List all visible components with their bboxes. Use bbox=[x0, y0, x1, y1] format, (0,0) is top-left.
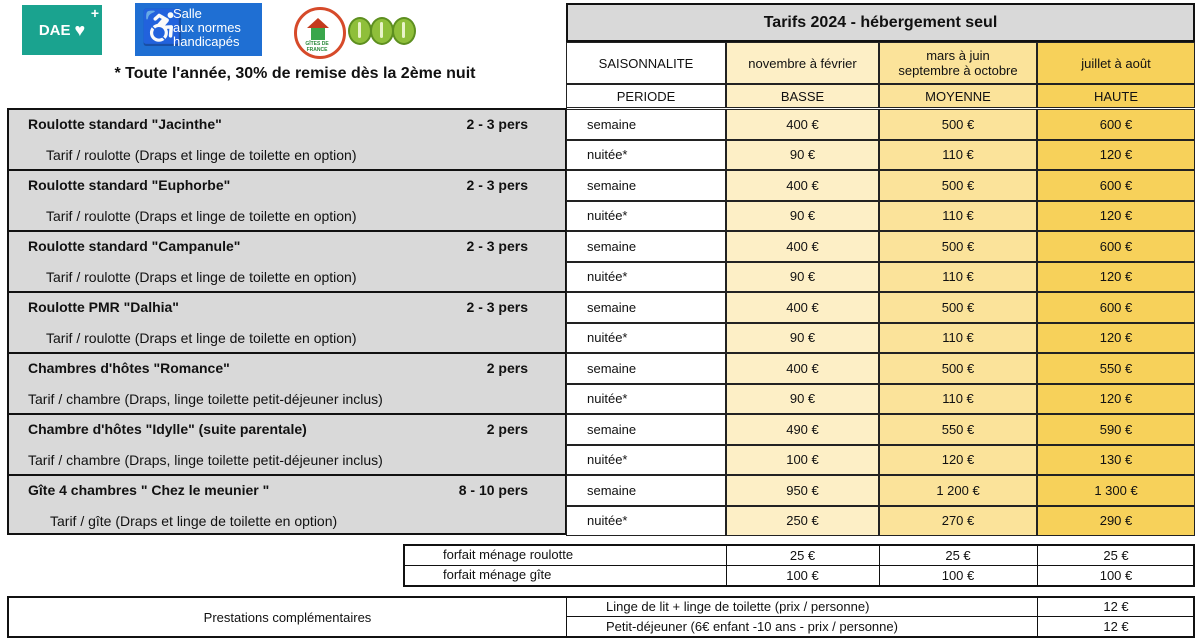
duration-label: nuitée* bbox=[566, 323, 726, 354]
weekly-price: 1 200 € bbox=[879, 475, 1037, 506]
nightly-price: 120 € bbox=[1037, 140, 1195, 171]
duration-label: semaine bbox=[566, 353, 726, 384]
nightly-price: 90 € bbox=[726, 323, 879, 354]
accommodation-name: Gîte 4 chambres " Chez le meunier " bbox=[28, 482, 270, 498]
row-separator bbox=[7, 413, 567, 415]
nightly-price: 110 € bbox=[879, 323, 1037, 354]
heart-icon: ♥ bbox=[74, 19, 86, 40]
promo-text: * Toute l'année, 30% de remise dès la 2ème nuit bbox=[114, 65, 476, 82]
duration-label: nuitée* bbox=[566, 445, 726, 476]
accessibility-logo-text bbox=[173, 7, 241, 49]
dae-logo bbox=[22, 5, 102, 55]
tariff-title: Tarifs 2024 - hébergement seul bbox=[566, 3, 1195, 42]
duration-label: nuitée* bbox=[566, 384, 726, 415]
duration-label: nuitée* bbox=[566, 201, 726, 232]
accommodation-name: Chambre d'hôtes "Idylle" (suite parentale) bbox=[28, 421, 307, 437]
nightly-price: 130 € bbox=[1037, 445, 1195, 476]
weekly-price: 490 € bbox=[726, 414, 879, 445]
accessibility-line-1: Salle bbox=[173, 6, 202, 21]
weekly-price: 500 € bbox=[879, 109, 1037, 140]
row-separator bbox=[7, 230, 567, 232]
weekly-price: 1 300 € bbox=[1037, 475, 1195, 506]
cleaning-fee-price: 100 € bbox=[786, 568, 819, 583]
extra-service-label: Linge de lit + linge de toilette (prix / personne) bbox=[606, 599, 870, 614]
capacity: 2 pers bbox=[486, 421, 528, 437]
house-icon bbox=[294, 7, 346, 59]
nightly-price: 120 € bbox=[1037, 384, 1195, 415]
weekly-price: 550 € bbox=[879, 414, 1037, 445]
cleaning-fee-price: 100 € bbox=[1099, 568, 1133, 583]
weekly-price: 600 € bbox=[1037, 170, 1195, 201]
plus-icon: + bbox=[90, 5, 99, 21]
duration-label: semaine bbox=[566, 231, 726, 262]
capacity: 2 - 3 pers bbox=[466, 116, 528, 132]
saison-label: SAISONNALITE bbox=[566, 42, 726, 84]
nightly-price: 90 € bbox=[726, 384, 879, 415]
nightly-price: 120 € bbox=[1037, 323, 1195, 354]
weekly-price: 400 € bbox=[726, 292, 879, 323]
weekly-price: 600 € bbox=[1037, 231, 1195, 262]
duration-label: semaine bbox=[566, 475, 726, 506]
nightly-price: 120 € bbox=[879, 445, 1037, 476]
weekly-price: 400 € bbox=[726, 231, 879, 262]
capacity: 8 - 10 pers bbox=[458, 482, 528, 498]
extra-services-title: Prestations complémentaires bbox=[203, 609, 372, 625]
duration-label: semaine bbox=[566, 170, 726, 201]
nightly-price: 120 € bbox=[1037, 201, 1195, 232]
weekly-price: 500 € bbox=[879, 292, 1037, 323]
weekly-price: 950 € bbox=[726, 475, 879, 506]
nightly-price: 110 € bbox=[879, 262, 1037, 293]
weekly-price: 500 € bbox=[879, 170, 1037, 201]
wheelchair-icon: ♿ bbox=[141, 9, 184, 47]
weekly-price: 500 € bbox=[879, 353, 1037, 384]
capacity: 2 - 3 pers bbox=[466, 177, 528, 193]
extra-service-price: 12 € bbox=[1103, 599, 1129, 614]
cleaning-fee-price: 100 € bbox=[941, 568, 975, 583]
period-mid: MOYENNE bbox=[879, 84, 1037, 108]
accessibility-line-3: handicapés bbox=[173, 34, 240, 49]
cleaning-fee-price: 25 € bbox=[789, 548, 816, 563]
accommodation-name: Roulotte standard "Jacinthe" bbox=[28, 116, 222, 132]
row-separator bbox=[7, 474, 567, 476]
cleaning-fee-price: 25 € bbox=[1103, 548, 1129, 563]
accommodation-name: Chambres d'hôtes "Romance" bbox=[28, 360, 230, 376]
weekly-price: 600 € bbox=[1037, 292, 1195, 323]
capacity: 2 - 3 pers bbox=[466, 238, 528, 254]
duration-label: nuitée* bbox=[566, 506, 726, 537]
period-high: HAUTE bbox=[1037, 84, 1195, 108]
periode-label: PERIODE bbox=[566, 84, 726, 108]
duration-label: semaine bbox=[566, 292, 726, 323]
nightly-price: 90 € bbox=[726, 140, 879, 171]
capacity: 2 - 3 pers bbox=[466, 299, 528, 315]
period-low: BASSE bbox=[726, 84, 879, 108]
weekly-price: 550 € bbox=[1037, 353, 1195, 384]
season-months-low: novembre à février bbox=[726, 42, 879, 84]
nightly-price: 270 € bbox=[879, 506, 1037, 537]
tariff-note: Tarif / roulotte (Draps et linge de toilette en option) bbox=[46, 146, 357, 163]
wheat-ear-icon bbox=[370, 17, 394, 45]
gites-logo-text: GÎTES DE FRANCE bbox=[305, 41, 329, 53]
accommodation-name: Roulotte standard "Campanule" bbox=[28, 238, 241, 254]
season-months-high: juillet à août bbox=[1037, 42, 1195, 84]
wheat-ear-icon bbox=[348, 17, 372, 45]
accessibility-line-2: aux normes bbox=[173, 20, 241, 35]
duration-label: semaine bbox=[566, 109, 726, 140]
duration-label: nuitée* bbox=[566, 140, 726, 171]
row-separator bbox=[7, 352, 567, 354]
dae-logo-text: DAE bbox=[38, 21, 71, 39]
weekly-price: 590 € bbox=[1037, 414, 1195, 445]
cleaning-fee-label: forfait ménage gîte bbox=[443, 567, 552, 582]
nightly-price: 100 € bbox=[726, 445, 879, 476]
weekly-price: 600 € bbox=[1037, 109, 1195, 140]
nightly-price: 120 € bbox=[1037, 262, 1195, 293]
cleaning-fee-label: forfait ménage roulotte bbox=[443, 547, 574, 562]
duration-label: nuitée* bbox=[566, 262, 726, 293]
weekly-price: 500 € bbox=[879, 231, 1037, 262]
extra-service-price: 12 € bbox=[1103, 619, 1129, 634]
nightly-price: 110 € bbox=[879, 201, 1037, 232]
wheat-ear-icon bbox=[392, 17, 416, 45]
duration-label: semaine bbox=[566, 414, 726, 445]
tariff-note: Tarif / gîte (Draps et linge de toilette en option) bbox=[50, 512, 338, 529]
extra-service-label: Petit-déjeuner (6€ enfant -10 ans - prix / personne) bbox=[606, 619, 898, 634]
weekly-price: 400 € bbox=[726, 109, 879, 140]
weekly-price: 400 € bbox=[726, 353, 879, 384]
nightly-price: 290 € bbox=[1037, 506, 1195, 537]
row-separator bbox=[7, 291, 567, 293]
nightly-price: 90 € bbox=[726, 262, 879, 293]
tariff-note: Tarif / roulotte (Draps et linge de toilette en option) bbox=[46, 207, 357, 224]
nightly-price: 90 € bbox=[726, 201, 879, 232]
nightly-price: 250 € bbox=[726, 506, 879, 537]
nightly-price: 110 € bbox=[879, 384, 1037, 415]
tariff-note: Tarif / roulotte (Draps et linge de toilette en option) bbox=[46, 329, 357, 346]
cleaning-fee-price: 25 € bbox=[945, 548, 971, 563]
tariff-note: Tarif / roulotte (Draps et linge de toilette en option) bbox=[46, 268, 357, 285]
weekly-price: 400 € bbox=[726, 170, 879, 201]
row-separator bbox=[7, 169, 567, 171]
divider bbox=[566, 596, 567, 638]
tariff-note: Tarif / chambre (Draps, linge toilette petit-déjeuner inclus) bbox=[28, 451, 383, 468]
accommodation-name: Roulotte PMR "Dalhia" bbox=[28, 299, 179, 315]
nightly-price: 110 € bbox=[879, 140, 1037, 171]
gites-de-france-logo bbox=[292, 5, 422, 57]
accessibility-logo bbox=[135, 3, 262, 56]
accommodation-name: Roulotte standard "Euphorbe" bbox=[28, 177, 231, 193]
season-months-mid: mars à juin septembre à octobre bbox=[879, 42, 1037, 84]
capacity: 2 pers bbox=[486, 360, 528, 376]
tariff-note: Tarif / chambre (Draps, linge toilette petit-déjeuner inclus) bbox=[28, 390, 383, 407]
